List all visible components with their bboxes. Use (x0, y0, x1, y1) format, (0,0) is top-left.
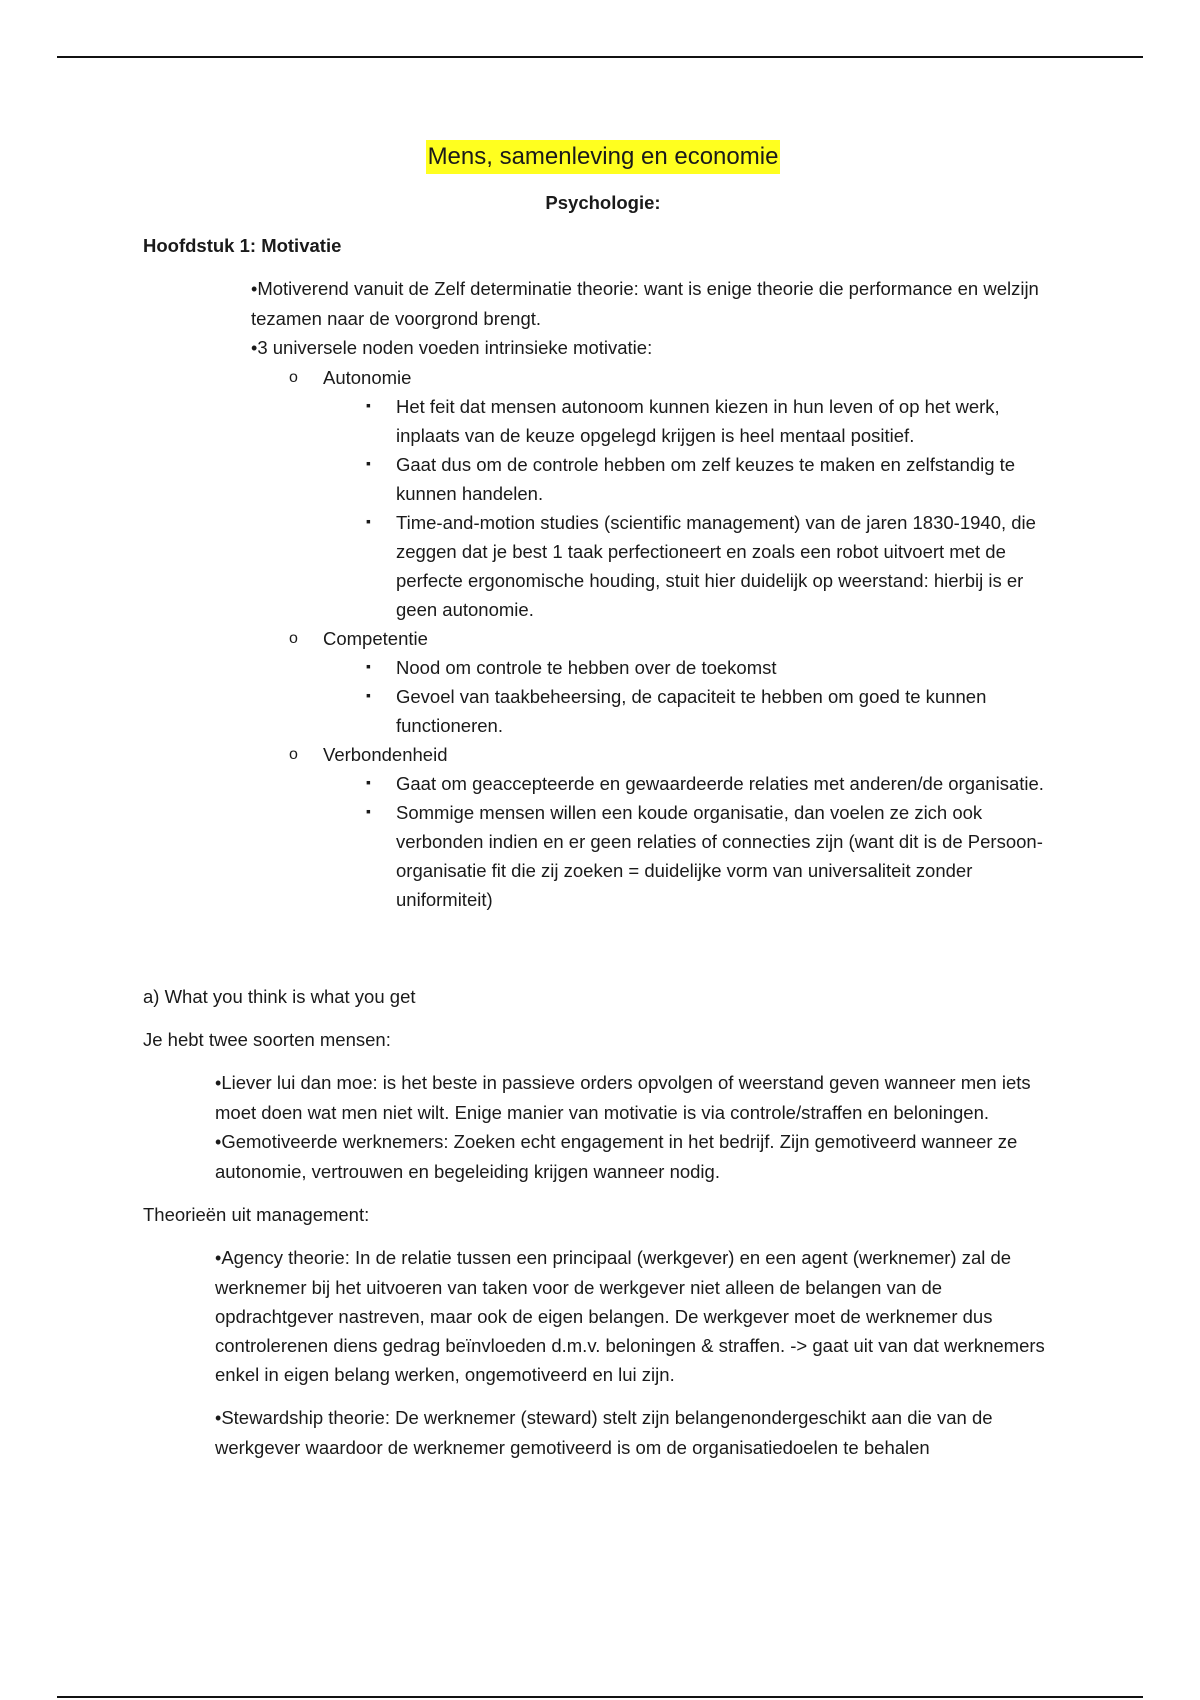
list-item: ▪ Gaat dus om de controle hebben om zelf keuzes te maken en zelfstandig te kunnen handelen. (396, 450, 1063, 508)
document-subtitle: Psychologie: (545, 192, 661, 213)
bullet-icon: • (215, 1408, 222, 1428)
circle-bullet-icon: o (289, 630, 298, 647)
section-intro: Je hebt twee soorten mensen: (143, 1029, 391, 1050)
bullet-icon: • (215, 1132, 222, 1152)
square-bullet-icon: ▪ (366, 803, 371, 819)
list-item: •3 universele noden voeden intrinsieke motivatie: o Autonomie ▪ Het feit dat mensen autonoom kunnen kiezen in hun leven of op het werk, inplaats van de keuze opgelegd krijgen is heel mentaal positief. ▪ Gaat dus om de controle hebben om zelf keuzes te maken en zelfstandig te kunnen handelen. ▪ Time-and-motion studies (scientific management) van de jaren 1830-1940, die zeggen dat je best 1 taak perfectioneert en zoals een robot uitvoert met de perfecte ergonomische houding, stuit hier duidelijk op weerstand: hierbij is er geen autonomie. o Competentie ▪ Nood om controle te hebben over de toekomst ▪ Gevoel van taakbeheersing, de capaciteit te hebben om goed te kunnen functioneren. o Verbondenheid ▪ Gaat om geaccepteerde en gewaardeerde relaties met anderen/de organisatie. ▪ Sommige mensen willen een koude organisatie, dan voelen ze zich ook verbonden indien en er geen relaties of connecties zijn (want dit is de Persoon-organisatie fit die zij zoeken = duidelijke vorm van universaliteit zonder uniformiteit) (251, 333, 1063, 914)
list-item: ▪ Het feit dat mensen autonoom kunnen kiezen in hun leven of op het werk, inplaats van de keuze opgelegd krijgen is heel mentaal positief. (396, 392, 1063, 450)
bullet-icon: • (251, 279, 258, 299)
list-item: ▪ Gaat om geaccepteerde en gewaardeerde relaties met anderen/de organisatie. (396, 769, 1063, 798)
list-item: •Gemotiveerde werknemers: Zoeken echt engagement in het bedrijf. Zijn gemotiveerd wanneer ze autonomie, vertrouwen en begeleiding krijgen wanneer nodig. (215, 1131, 1018, 1182)
document-page (143, 140, 1063, 1476)
motivation-list (251, 274, 1063, 914)
need-autonomie: o Autonomie ▪ Het feit dat mensen autonoom kunnen kiezen in hun leven of op het werk, inplaats van de keuze opgelegd krijgen is heel mentaal positief. ▪ Gaat dus om de controle hebben om zelf keuzes te maken en zelfstandig te kunnen handelen. ▪ Time-and-motion studies (scientific management) van de jaren 1830-1940, die zeggen dat je best 1 taak perfectioneert en zoals een robot uitvoert met de perfecte ergonomische houding, stuit hier duidelijk op weerstand: hierbij is er geen autonomie. (323, 363, 1063, 624)
theories-list (215, 1243, 1063, 1462)
list-item: ▪ Gevoel van taakbeheersing, de capaciteit te hebben om goed te kunnen functioneren. (396, 682, 1063, 740)
footer-rule (57, 1696, 1143, 1698)
document-title: Mens, samenleving en economie (426, 140, 781, 174)
circle-bullet-icon: o (289, 369, 298, 386)
square-bullet-icon: ▪ (366, 658, 371, 674)
square-bullet-icon: ▪ (366, 687, 371, 703)
list-item: •Motiverend vanuit de Zelf determinatie theorie: want is enige theorie die performance en welzijn tezamen naar de voorgrond brengt. (251, 278, 1039, 329)
list-item: ▪ Time-and-motion studies (scientific management) van de jaren 1830-1940, die zeggen dat je best 1 taak perfectioneert en zoals een robot uitvoert met de perfecte ergonomische houding, stuit hier duidelijk op weerstand: hierbij is er geen autonomie. (396, 508, 1063, 624)
list-item: •Stewardship theorie: De werknemer (steward) stelt zijn belangenondergeschikt aan die van de werkgever waardoor de werknemer gemotiveerd is om de organisatiedoelen te behalen (215, 1407, 993, 1458)
square-bullet-icon: ▪ (366, 513, 371, 529)
bullet-icon: • (251, 338, 258, 358)
chapter-heading: Hoofdstuk 1: Motivatie (143, 235, 342, 256)
square-bullet-icon: ▪ (366, 455, 371, 471)
theories-intro: Theorieën uit management: (143, 1204, 370, 1225)
need-competentie: o Competentie ▪ Nood om controle te hebben over de toekomst ▪ Gevoel van taakbeheersing, de capaciteit te hebben om goed te kunnen functioneren. (323, 624, 1063, 740)
header-rule (57, 56, 1143, 58)
list-item: ▪ Nood om controle te hebben over de toekomst (396, 653, 1063, 682)
bullet-icon: • (215, 1073, 222, 1093)
list-item: •Liever lui dan moe: is het beste in passieve orders opvolgen of weerstand geven wanneer men iets moet doen wat men niet wilt. Enige manier van motivatie is via controle/straffen en beloningen. (215, 1072, 1031, 1123)
circle-bullet-icon: o (289, 746, 298, 763)
need-verbondenheid: o Verbondenheid ▪ Gaat om geaccepteerde en gewaardeerde relaties met anderen/de organisatie. ▪ Sommige mensen willen een koude organisatie, dan voelen ze zich ook verbonden indien en er geen relaties of connecties zijn (want dit is de Persoon-organisatie fit die zij zoeken = duidelijke vorm van universaliteit zonder uniformiteit) (323, 740, 1063, 914)
bullet-icon: • (215, 1248, 222, 1268)
square-bullet-icon: ▪ (366, 774, 371, 790)
list-item: ▪ Sommige mensen willen een koude organisatie, dan voelen ze zich ook verbonden indien en er geen relaties of connecties zijn (want dit is de Persoon-organisatie fit die zij zoeken = duidelijke vorm van universaliteit zonder uniformiteit) (396, 798, 1063, 914)
people-types-list (215, 1068, 1063, 1186)
needs-list (289, 363, 1063, 914)
list-item: •Agency theorie: In de relatie tussen een principaal (werkgever) en een agent (werknemer) zal de werknemer bij het uitvoeren van taken voor de werkgever niet alleen de belangen van de opdrachtgever nastreven, maar ook de eigen belangen. De werkgever moet de werknemer dus controlerenen diens gedrag beïnvloeden d.m.v. beloningen & straffen. -> gaat uit van dat werknemers enkel in eigen belang werken, ongemotiveerd en lui zijn. (215, 1247, 1045, 1385)
section-heading: a) What you think is what you get (143, 986, 416, 1007)
square-bullet-icon: ▪ (366, 397, 371, 413)
